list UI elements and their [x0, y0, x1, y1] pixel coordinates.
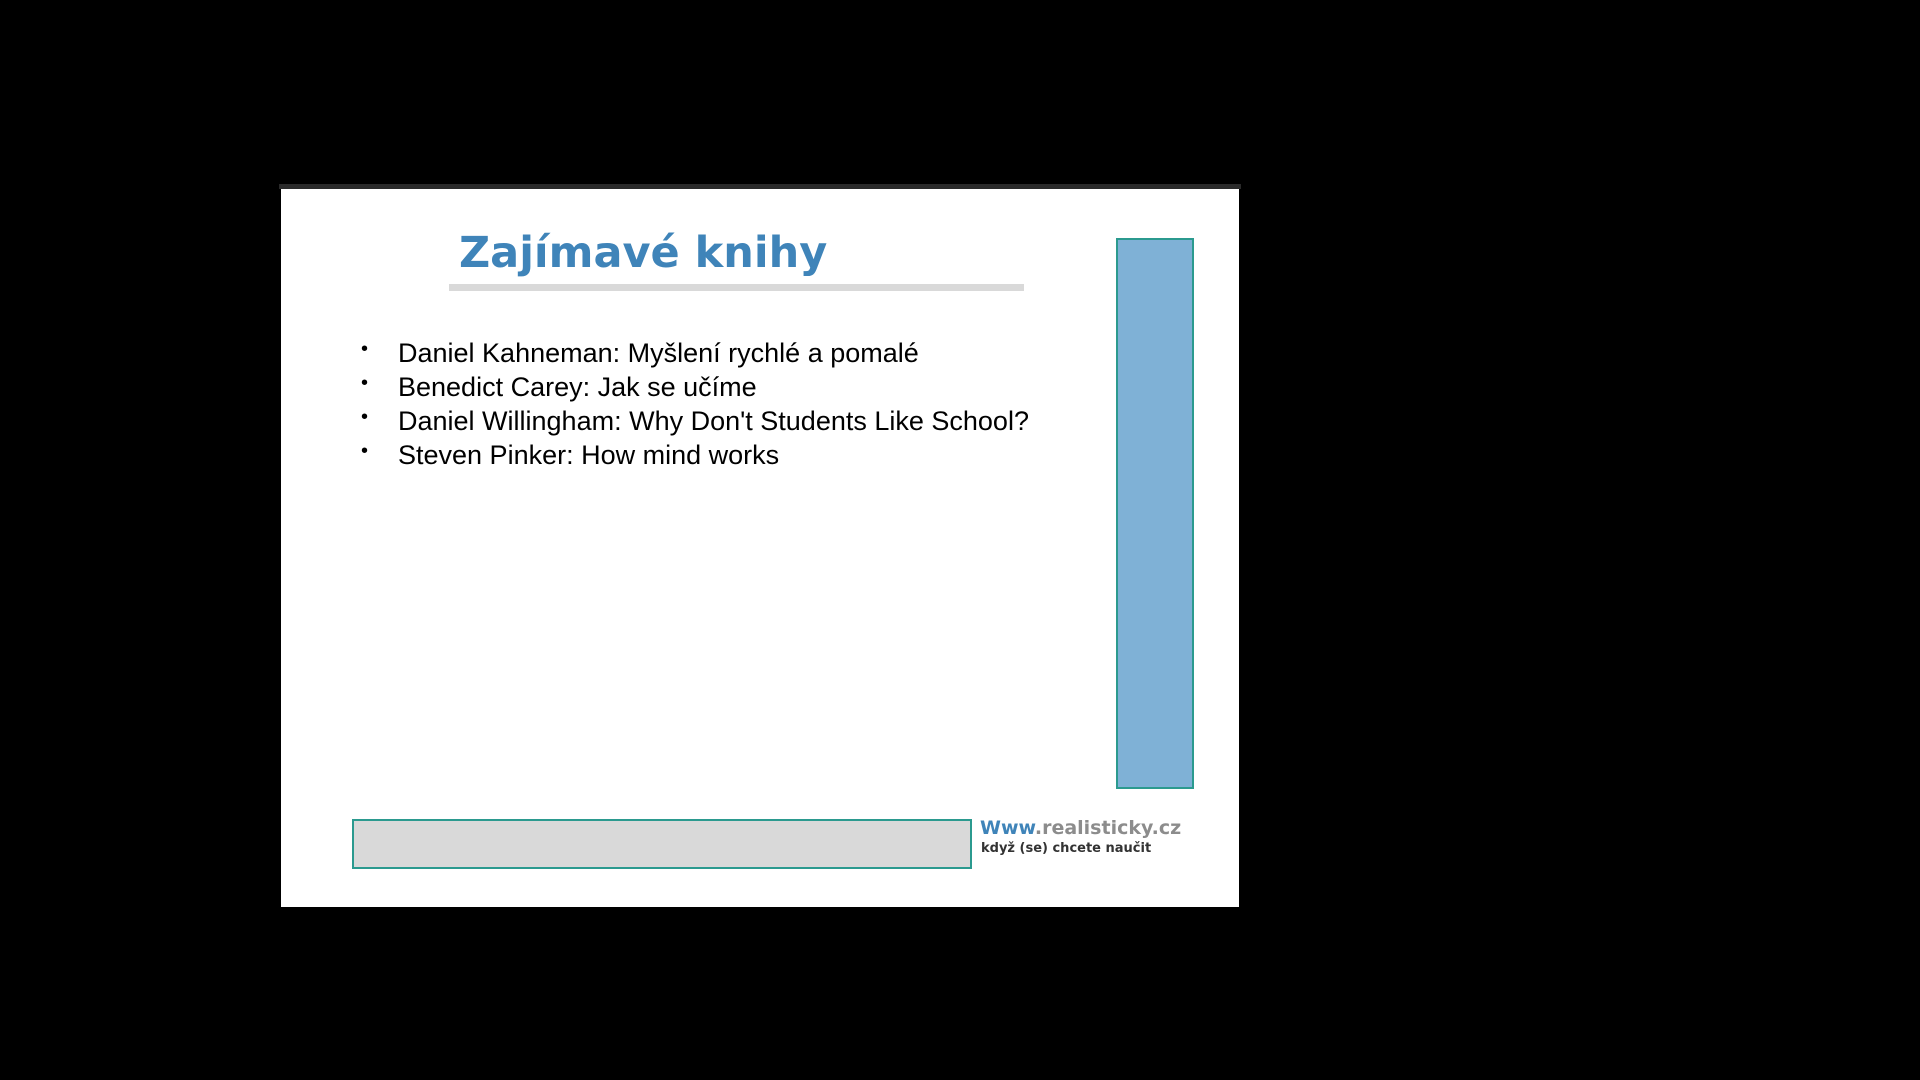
list-item — [361, 370, 1029, 404]
bullet-icon: • — [361, 406, 369, 428]
book-text: Steven Pinker: How mind works — [398, 440, 780, 470]
footer-tagline: když (se) chcete naučit — [981, 841, 1152, 856]
footer-bar — [352, 819, 972, 869]
book-list — [361, 336, 1029, 472]
bullet-icon: • — [361, 440, 369, 462]
list-item — [361, 438, 1029, 472]
title-underline — [449, 284, 1024, 291]
bullet-icon: • — [361, 338, 369, 360]
slide-title: Zajímavé knihy — [459, 228, 828, 278]
footer-website — [980, 817, 1181, 839]
book-text: Daniel Willingham: Why Don't Students Like School? — [398, 406, 1029, 436]
list-item — [361, 404, 1029, 438]
bullet-icon: • — [361, 372, 369, 394]
footer-url-prefix: Www — [980, 817, 1035, 839]
decorative-side-bar — [1116, 238, 1194, 789]
book-text: Daniel Kahneman: Myšlení rychlé a pomalé — [398, 338, 919, 368]
book-text: Benedict Carey: Jak se učíme — [398, 372, 757, 402]
list-item — [361, 336, 1029, 370]
footer-url-domain: .realisticky.cz — [1034, 817, 1182, 839]
slide — [281, 189, 1239, 907]
